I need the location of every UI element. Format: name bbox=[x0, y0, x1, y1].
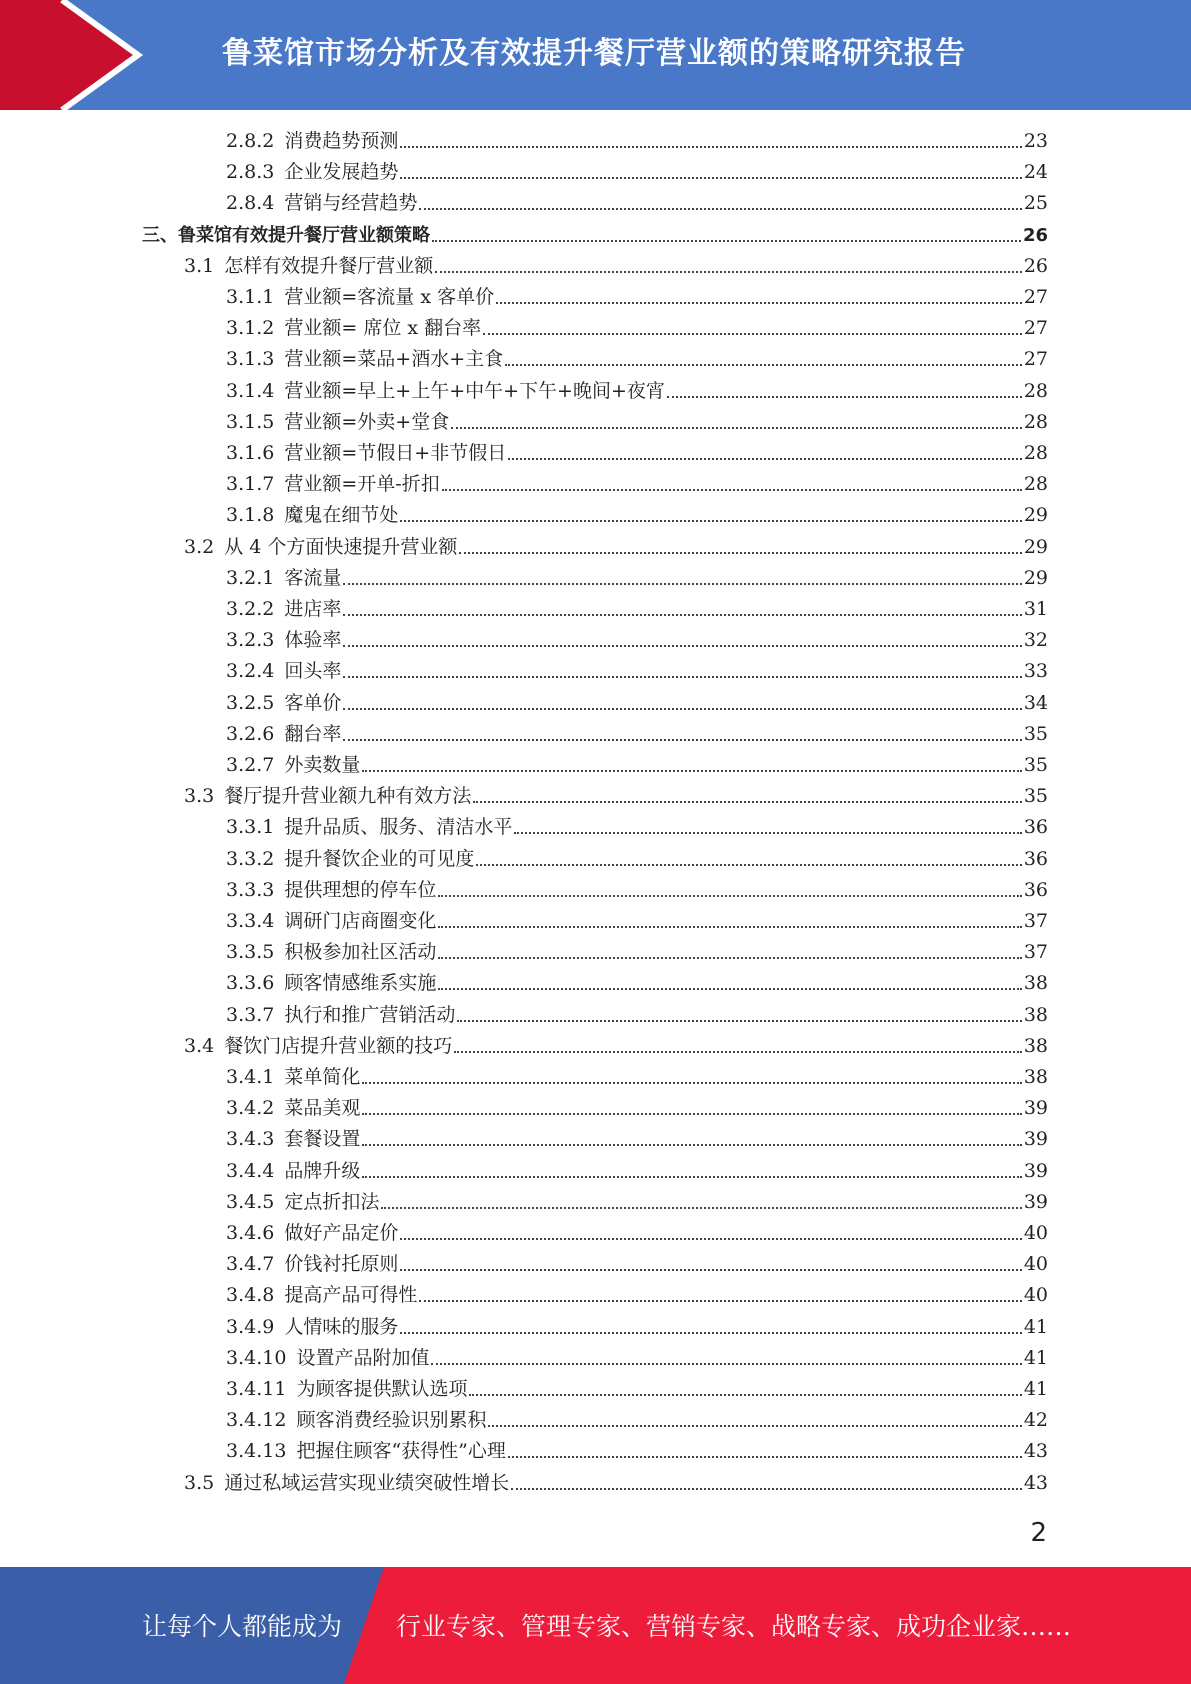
toc-entry-label: 营业额=菜品+酒水+主食 bbox=[284, 348, 504, 370]
toc-leader-dots bbox=[438, 957, 1021, 959]
toc-leader-dots bbox=[400, 146, 1021, 148]
toc-entry-label: 外卖数量 bbox=[284, 754, 361, 776]
toc-entry-label: 营业额=外卖+堂食 bbox=[284, 411, 450, 433]
toc-entry[interactable] bbox=[226, 906, 1048, 937]
toc-leader-dots bbox=[362, 1082, 1021, 1084]
toc-entry-page: 28 bbox=[1023, 411, 1048, 433]
toc-entry[interactable] bbox=[226, 688, 1048, 719]
toc-entry[interactable] bbox=[226, 1280, 1048, 1311]
toc-entry-label: 提升餐饮企业的可见度 bbox=[284, 848, 475, 870]
toc-entry-label: 客流量 bbox=[284, 567, 342, 589]
toc-entry[interactable] bbox=[226, 750, 1048, 781]
toc-leader-dots bbox=[343, 614, 1021, 616]
toc-entry-label: 餐饮门店提升营业额的技巧 bbox=[224, 1035, 453, 1057]
toc-entry-label: 做好产品定价 bbox=[284, 1222, 399, 1244]
footer-slogan-left: 让每个人都能成为 bbox=[142, 1612, 343, 1641]
toc-entry-label: 体验率 bbox=[284, 629, 342, 651]
toc-entry-number: 2.8.4 bbox=[226, 192, 275, 214]
toc-entry[interactable] bbox=[226, 157, 1048, 188]
toc-entry[interactable] bbox=[226, 1156, 1048, 1187]
toc-leader-dots bbox=[457, 1020, 1021, 1022]
toc-entry[interactable] bbox=[226, 1062, 1048, 1093]
toc-entry-label: 怎样有效提升餐厅营业额 bbox=[224, 255, 434, 277]
toc-entry[interactable] bbox=[226, 126, 1048, 157]
toc-entry-page: 38 bbox=[1023, 1035, 1048, 1057]
toc-leader-dots bbox=[362, 1144, 1021, 1146]
toc-leader-dots bbox=[400, 1332, 1021, 1334]
toc-entry[interactable] bbox=[226, 438, 1048, 469]
toc-entry-number: 3.4.5 bbox=[226, 1191, 275, 1213]
toc-leader-dots bbox=[381, 1207, 1021, 1209]
toc-entry[interactable] bbox=[226, 376, 1048, 407]
toc-entry-number: 3.4.3 bbox=[226, 1128, 275, 1150]
toc-entry-page: 38 bbox=[1023, 1004, 1048, 1026]
toc-entry-number: 3.1.4 bbox=[226, 380, 275, 402]
toc-entry-page: 33 bbox=[1023, 660, 1048, 682]
toc-entry-label: 营业额=客流量 x 客单价 bbox=[284, 286, 495, 308]
toc-entry[interactable] bbox=[184, 781, 1048, 812]
toc-leader-dots bbox=[483, 333, 1022, 335]
toc-entry[interactable] bbox=[226, 594, 1048, 625]
toc-entry-number: 3.4.12 bbox=[226, 1409, 287, 1431]
toc-entry-label: 菜单简化 bbox=[284, 1066, 361, 1088]
toc-entry-label: 营业额= 席位 x 翻台率 bbox=[284, 317, 482, 339]
toc-entry-page: 27 bbox=[1023, 286, 1048, 308]
toc-entry-label: 通过私域运营实现业绩突破性增长 bbox=[224, 1472, 510, 1494]
toc-entry-page: 37 bbox=[1023, 910, 1048, 932]
toc-leader-dots bbox=[400, 1269, 1021, 1271]
toc-entry-page: 35 bbox=[1023, 754, 1048, 776]
toc-entry-page: 31 bbox=[1023, 598, 1048, 620]
toc-entry[interactable] bbox=[226, 1218, 1048, 1249]
toc-entry-label: 套餐设置 bbox=[284, 1128, 361, 1150]
toc-entry-page: 29 bbox=[1023, 567, 1048, 589]
toc-entry[interactable] bbox=[226, 719, 1048, 750]
toc-entry-page: 28 bbox=[1023, 380, 1048, 402]
toc-entry-number: 2.8.3 bbox=[226, 161, 275, 183]
toc-entry-page: 41 bbox=[1023, 1347, 1048, 1369]
toc-entry-page: 28 bbox=[1023, 473, 1048, 495]
toc-entry-number: 3.5 bbox=[184, 1472, 215, 1494]
toc-leader-dots bbox=[511, 1488, 1022, 1490]
toc-entry-number: 3.4.4 bbox=[226, 1160, 275, 1182]
toc-entry-label: 消费趋势预测 bbox=[284, 130, 399, 152]
toc-entry-label: 提升品质、服务、清洁水平 bbox=[284, 816, 513, 838]
toc-entry-page: 39 bbox=[1023, 1160, 1048, 1182]
toc-entry[interactable] bbox=[184, 1468, 1048, 1499]
toc-entry-number: 3.3 bbox=[184, 785, 215, 807]
toc-entry-number: 3.2 bbox=[184, 536, 215, 558]
toc-entry-label: 设置产品附加值 bbox=[296, 1347, 430, 1369]
toc-entry[interactable] bbox=[226, 812, 1048, 843]
toc-entry[interactable] bbox=[226, 875, 1048, 906]
toc-entry[interactable] bbox=[226, 469, 1048, 500]
toc-entry-label: 菜品美观 bbox=[284, 1097, 361, 1119]
toc-entry-label: 调研门店商圈变化 bbox=[284, 910, 437, 932]
toc-entry-label: 营业额=早上+上午+中午+下午+晚间+夜宵 bbox=[284, 380, 665, 402]
toc-entry[interactable] bbox=[226, 1249, 1048, 1280]
toc-entry-number: 3.2.7 bbox=[226, 754, 275, 776]
toc-entry-number: 3.4 bbox=[184, 1035, 215, 1057]
toc-entry-label: 积极参加社区活动 bbox=[284, 941, 437, 963]
toc-entry-page: 43 bbox=[1023, 1472, 1048, 1494]
toc-entry-page: 42 bbox=[1023, 1409, 1048, 1431]
toc-entry-page: 27 bbox=[1023, 348, 1048, 370]
toc-leader-dots bbox=[438, 926, 1021, 928]
toc-entry-number: 3.1.1 bbox=[226, 286, 275, 308]
toc-entry-number: 3.3.3 bbox=[226, 879, 275, 901]
page-footer bbox=[0, 1567, 1191, 1684]
toc-entry[interactable] bbox=[226, 1312, 1048, 1343]
toc-entry-label: 人情味的服务 bbox=[284, 1316, 399, 1338]
toc-entry-label: 从 4 个方面快速提升营业额 bbox=[224, 536, 458, 558]
toc-leader-dots bbox=[508, 458, 1022, 460]
toc-entry-number: 3.3.1 bbox=[226, 816, 275, 838]
toc-leader-dots bbox=[419, 208, 1021, 210]
toc-entry-label: 企业发展趋势 bbox=[284, 161, 399, 183]
toc-entry-number: 3.3.4 bbox=[226, 910, 275, 932]
toc-entry-page: 38 bbox=[1023, 1066, 1048, 1088]
toc-entry-number: 3.4.9 bbox=[226, 1316, 275, 1338]
footer-slogan-right: 行业专家、管理专家、营销专家、战略专家、成功企业家…… bbox=[396, 1612, 1072, 1641]
toc-entry[interactable] bbox=[226, 1343, 1048, 1374]
toc-entry-label: 价钱衬托原则 bbox=[284, 1253, 399, 1275]
toc-entry-number: 3.1.5 bbox=[226, 411, 275, 433]
toc-leader-dots bbox=[505, 364, 1022, 366]
toc-entry[interactable] bbox=[226, 1093, 1048, 1124]
toc-entry-number: 3.4.8 bbox=[226, 1284, 275, 1306]
toc-entry-number: 3.1 bbox=[184, 255, 215, 277]
toc-entry-page: 35 bbox=[1023, 785, 1048, 807]
toc-entry-page: 34 bbox=[1023, 692, 1048, 714]
toc-entry-number: 3.1.8 bbox=[226, 504, 275, 526]
toc-entry-number: 3.4.13 bbox=[226, 1440, 287, 1462]
toc-entry[interactable] bbox=[226, 1187, 1048, 1218]
toc-leader-dots bbox=[667, 396, 1022, 398]
toc-entry-label: 执行和推广营销活动 bbox=[284, 1004, 456, 1026]
toc-entry[interactable] bbox=[226, 563, 1048, 594]
toc-entry-page: 24 bbox=[1023, 161, 1048, 183]
toc-entry-page: 27 bbox=[1023, 317, 1048, 339]
toc-leader-dots bbox=[343, 583, 1021, 585]
toc-entry[interactable] bbox=[226, 500, 1048, 531]
toc-entry-number: 3.4.11 bbox=[226, 1378, 287, 1400]
toc-entry-number: 3.2.4 bbox=[226, 660, 275, 682]
toc-entry-page: 26 bbox=[1022, 225, 1048, 246]
toc-entry[interactable] bbox=[226, 1124, 1048, 1155]
toc-leader-dots bbox=[438, 895, 1021, 897]
toc-entry-number: 3.3.6 bbox=[226, 972, 275, 994]
toc-entry-number: 3.1.2 bbox=[226, 317, 275, 339]
toc-leader-dots bbox=[476, 864, 1021, 866]
toc-entry-page: 35 bbox=[1023, 723, 1048, 745]
toc-entry[interactable] bbox=[226, 407, 1048, 438]
toc-entry-label: 为顾客提供默认选项 bbox=[296, 1378, 468, 1400]
toc-entry[interactable] bbox=[226, 1000, 1048, 1031]
toc-leader-dots bbox=[400, 520, 1021, 522]
toc-entry-number: 3.2.3 bbox=[226, 629, 275, 651]
toc-entry-page: 36 bbox=[1023, 816, 1048, 838]
toc-leader-dots bbox=[343, 739, 1021, 741]
toc-entry-number: 3.2.5 bbox=[226, 692, 275, 714]
toc-entry[interactable] bbox=[226, 1436, 1048, 1467]
toc-leader-dots bbox=[432, 240, 1021, 242]
report-title: 鲁菜馆市场分析及有效提升餐厅营业额的策略研究报告 bbox=[222, 36, 966, 71]
toc-entry-page: 43 bbox=[1023, 1440, 1048, 1462]
toc-entry-label: 提供理想的停车位 bbox=[284, 879, 437, 901]
toc-entry-number: 2.8.2 bbox=[226, 130, 275, 152]
toc-entry-page: 25 bbox=[1023, 192, 1048, 214]
toc-entry-page: 41 bbox=[1023, 1378, 1048, 1400]
toc-entry-label: 品牌升级 bbox=[284, 1160, 361, 1182]
toc-entry-label: 营业额=节假日+非节假日 bbox=[284, 442, 507, 464]
toc-entry-page: 26 bbox=[1023, 255, 1048, 277]
toc-entry[interactable] bbox=[184, 532, 1048, 563]
toc-entry[interactable] bbox=[226, 1374, 1048, 1405]
toc-entry[interactable] bbox=[184, 1031, 1048, 1062]
page-number: 2 bbox=[1030, 1518, 1047, 1548]
toc-entry-page: 36 bbox=[1023, 879, 1048, 901]
toc-entry-label: 三、鲁菜馆有效提升餐厅营业额策略 bbox=[142, 225, 430, 246]
toc-entry-page: 39 bbox=[1023, 1128, 1048, 1150]
toc-leader-dots bbox=[362, 1113, 1021, 1115]
toc-entry[interactable] bbox=[226, 937, 1048, 968]
toc-entry-page: 28 bbox=[1023, 442, 1048, 464]
toc-leader-dots bbox=[514, 832, 1021, 834]
toc-entry[interactable] bbox=[226, 656, 1048, 687]
toc-entry-page: 29 bbox=[1023, 504, 1048, 526]
toc-entry[interactable] bbox=[226, 1405, 1048, 1436]
chevron-decoration-icon bbox=[0, 0, 150, 110]
toc-leader-dots bbox=[438, 988, 1021, 990]
toc-leader-dots bbox=[469, 1394, 1021, 1396]
toc-leader-dots bbox=[431, 1363, 1021, 1365]
toc-entry-number: 3.3.2 bbox=[226, 848, 275, 870]
toc-leader-dots bbox=[454, 1051, 1022, 1053]
page-header bbox=[0, 0, 1191, 110]
toc-leader-dots bbox=[400, 1238, 1021, 1240]
toc-entry[interactable] bbox=[226, 625, 1048, 656]
toc-leader-dots bbox=[435, 271, 1022, 273]
toc-leader-dots bbox=[362, 770, 1021, 772]
toc-leader-dots bbox=[459, 552, 1021, 554]
toc-leader-dots bbox=[400, 177, 1021, 179]
toc-entry[interactable] bbox=[226, 844, 1048, 875]
toc-entry-label: 回头率 bbox=[284, 660, 342, 682]
toc-entry-number: 3.4.2 bbox=[226, 1097, 275, 1119]
toc-entry-label: 把握住顾客“获得性”心理 bbox=[296, 1440, 506, 1462]
toc-entry-number: 3.4.10 bbox=[226, 1347, 287, 1369]
toc-leader-dots bbox=[343, 676, 1021, 678]
toc-entry[interactable] bbox=[226, 344, 1048, 375]
toc-entry-label: 客单价 bbox=[284, 692, 342, 714]
toc-entry-number: 3.4.7 bbox=[226, 1253, 275, 1275]
toc-leader-dots bbox=[343, 645, 1021, 647]
toc-entry-number: 3.1.6 bbox=[226, 442, 275, 464]
toc-entry-label: 营业额=开单-折扣 bbox=[284, 473, 440, 495]
toc-entry-number: 3.2.6 bbox=[226, 723, 275, 745]
toc-entry-number: 3.3.5 bbox=[226, 941, 275, 963]
toc-entry-number: 3.4.6 bbox=[226, 1222, 275, 1244]
toc-entry-page: 32 bbox=[1023, 629, 1048, 651]
toc-entry-page: 40 bbox=[1023, 1284, 1048, 1306]
toc-entry-page: 29 bbox=[1023, 536, 1048, 558]
toc-entry-label: 营销与经营趋势 bbox=[284, 192, 418, 214]
toc-entry-label: 魔鬼在细节处 bbox=[284, 504, 399, 526]
toc-entry-number: 3.3.7 bbox=[226, 1004, 275, 1026]
toc-entry[interactable] bbox=[226, 968, 1048, 999]
toc-entry-label: 餐厅提升营业额九种有效方法 bbox=[224, 785, 472, 807]
toc-entry-page: 38 bbox=[1023, 972, 1048, 994]
toc-entry-number: 3.1.7 bbox=[226, 473, 275, 495]
toc-entry-number: 3.2.1 bbox=[226, 567, 275, 589]
toc-leader-dots bbox=[343, 708, 1021, 710]
toc-leader-dots bbox=[442, 489, 1022, 491]
toc-entry[interactable] bbox=[226, 313, 1048, 344]
toc-entry-label: 提高产品可得性 bbox=[284, 1284, 418, 1306]
toc-leader-dots bbox=[488, 1425, 1021, 1427]
toc-leader-dots bbox=[496, 302, 1022, 304]
toc-entry-page: 40 bbox=[1023, 1253, 1048, 1275]
toc-leader-dots bbox=[362, 1176, 1021, 1178]
toc-entry-page: 39 bbox=[1023, 1097, 1048, 1119]
toc-leader-dots bbox=[508, 1456, 1022, 1458]
toc-entry-label: 顾客消费经验识别累积 bbox=[296, 1409, 487, 1431]
toc-entry[interactable] bbox=[226, 282, 1048, 313]
toc-entry-label: 顾客情感维系实施 bbox=[284, 972, 437, 994]
toc-leader-dots bbox=[473, 801, 1022, 803]
toc-entry-page: 36 bbox=[1023, 848, 1048, 870]
toc-entry-number: 3.2.2 bbox=[226, 598, 275, 620]
toc-entry[interactable] bbox=[184, 251, 1048, 282]
toc-entry-page: 37 bbox=[1023, 941, 1048, 963]
toc-entry-label: 进店率 bbox=[284, 598, 342, 620]
toc-entry[interactable] bbox=[226, 188, 1048, 219]
toc-entry-number: 3.1.3 bbox=[226, 348, 275, 370]
toc-entry[interactable] bbox=[142, 220, 1048, 251]
toc-entry-label: 定点折扣法 bbox=[284, 1191, 380, 1213]
toc-entry-number: 3.4.1 bbox=[226, 1066, 275, 1088]
toc-leader-dots bbox=[419, 1300, 1021, 1302]
toc-leader-dots bbox=[451, 427, 1022, 429]
toc-entry-page: 40 bbox=[1023, 1222, 1048, 1244]
toc-entry-page: 39 bbox=[1023, 1191, 1048, 1213]
toc-entry-label: 翻台率 bbox=[284, 723, 342, 745]
toc-entry-page: 41 bbox=[1023, 1316, 1048, 1338]
toc-entry-page: 23 bbox=[1023, 130, 1048, 152]
